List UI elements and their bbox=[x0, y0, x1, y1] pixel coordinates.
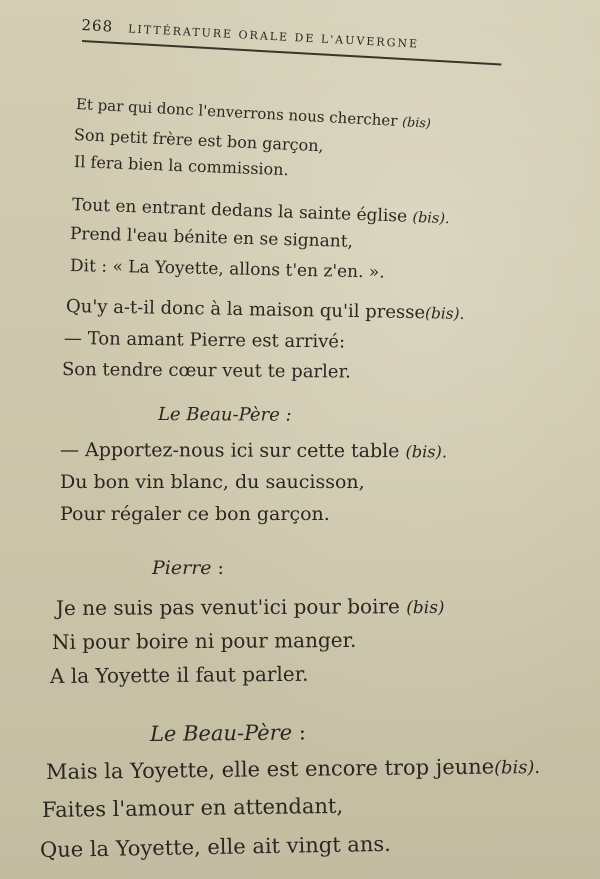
verse-line: Prend l'eau bénite en se signant, bbox=[69, 224, 354, 252]
verse-line: Du bon vin blanc, du saucisson, bbox=[60, 471, 365, 493]
running-title: LITTÉRATURE ORALE DE L'AUVERGNE bbox=[127, 22, 420, 51]
page-number: 268 bbox=[81, 16, 114, 36]
verse-line: Je ne suis pas venut'ici pour boire (bis) bbox=[55, 594, 445, 620]
verse-line: — Apportez-nous ici sur cette table (bis). bbox=[59, 439, 448, 463]
verse-line: Il fera bien la commission. bbox=[73, 152, 289, 180]
verse-line: Dit : « La Yoyette, allons t'en z'en. ». bbox=[69, 256, 385, 283]
verse-line: Faites l'amour en attendant, bbox=[41, 793, 344, 822]
verse-line: Qu'y a-t-il donc à la maison qu'il presse(bis). bbox=[65, 296, 465, 324]
verse-line: Pour régaler ce bon garçon. bbox=[60, 503, 330, 525]
verse-line: Mais la Yoyette, elle est encore trop jeune(bis). bbox=[45, 754, 541, 784]
verse-line: A la Yoyette il faut parler. bbox=[49, 661, 309, 688]
speaker-heading: Le Beau-Père : bbox=[149, 720, 307, 746]
verse-line: Ni pour boire ni pour manger. bbox=[51, 627, 357, 654]
verse-line: — Ton amant Pierre est arrivé: bbox=[63, 328, 346, 353]
verse-line: Son petit frère est bon garçon, bbox=[73, 125, 325, 156]
verse-line: Tout en entrant dedans la sainte église (bis). bbox=[71, 195, 450, 228]
verse-line: Que la Yoyette, elle ait vingt ans. bbox=[39, 831, 392, 862]
running-header bbox=[81, 16, 501, 56]
speaker-heading: Pierre : bbox=[152, 557, 224, 579]
verse-line: Et par qui donc l'enverrons nous chercher (bis) bbox=[75, 95, 432, 132]
speaker-heading: Le Beau-Père : bbox=[157, 404, 292, 426]
verse-line: Son tendre cœur veut te parler. bbox=[61, 359, 351, 383]
